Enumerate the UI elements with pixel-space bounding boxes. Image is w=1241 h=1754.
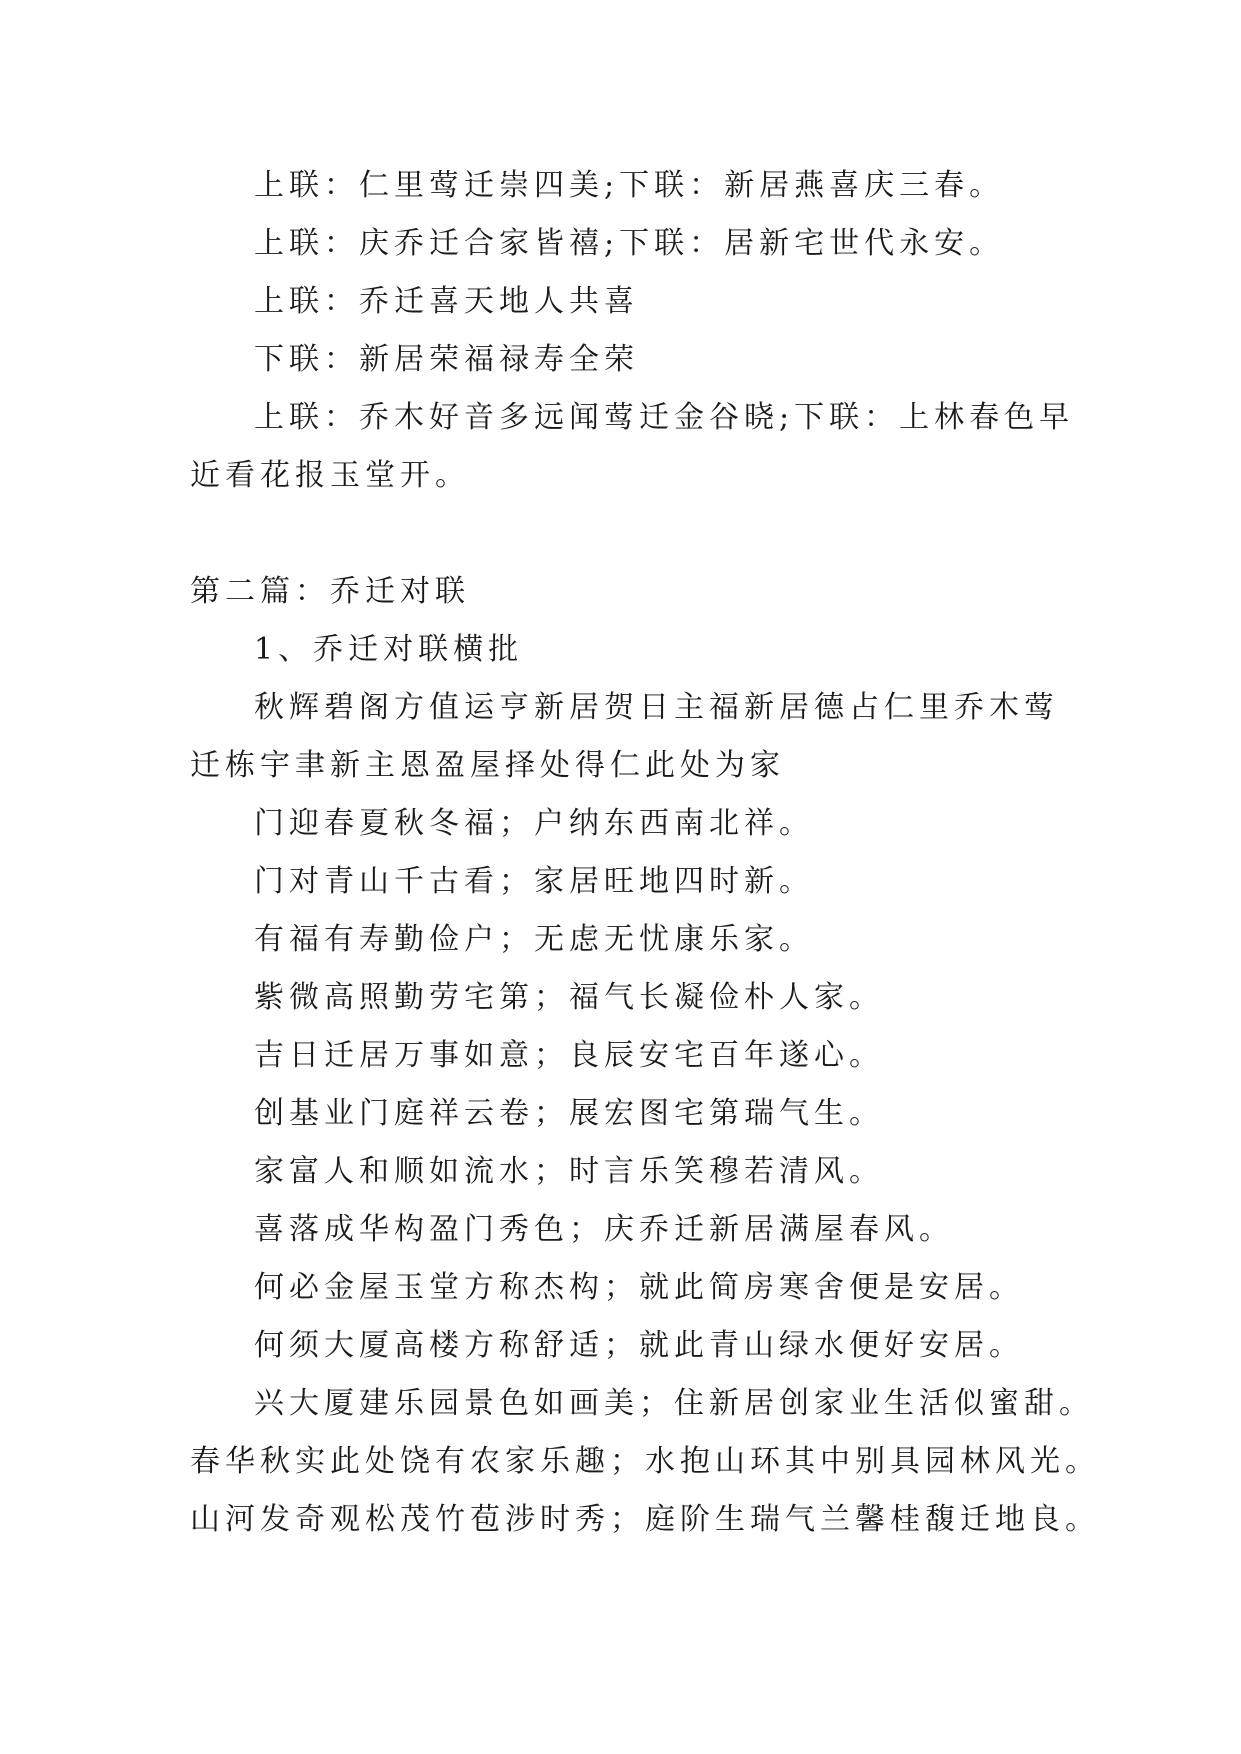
couplet-line-continuation: 近看花报玉堂开。 — [190, 458, 470, 493]
couplet-line: 兴大厦建乐园景色如画美；住新居创家业生活似蜜甜。 — [254, 1386, 1094, 1421]
couplet-line: 上联：仁里莺迁崇四美;下联：新居燕喜庆三春。 — [254, 168, 1005, 203]
couplet-line: 上联：庆乔迁合家皆禧;下联：居新宅世代永安。 — [254, 226, 1005, 261]
couplet-line: 下联：新居荣福禄寿全荣 — [254, 342, 639, 377]
couplet-line: 上联：乔迁喜天地人共喜 — [254, 284, 639, 319]
section-heading: 第二篇：乔迁对联 — [190, 574, 470, 609]
couplet-line: 喜落成华构盈门秀色；庆乔迁新居满屋春风。 — [254, 1212, 954, 1247]
couplet-line: 吉日迁居万事如意；良辰安宅百年遂心。 — [254, 1038, 884, 1073]
couplet-line: 上联：乔木好音多远闻莺迁金谷晓;下联：上林春色早 — [254, 400, 1075, 435]
paragraph-line-continuation: 迁栋宇聿新主恩盈屋择处得仁此处为家 — [190, 748, 785, 783]
paragraph-line: 秋辉碧阁方值运亨新居贺日主福新居德占仁里乔木莺 — [254, 690, 1059, 725]
couplet-line: 有福有寿勤俭户；无虑无忧康乐家。 — [254, 922, 814, 957]
couplet-line: 门迎春夏秋冬福；户纳东西南北祥。 — [254, 806, 814, 841]
couplet-line: 创基业门庭祥云卷；展宏图宅第瑞气生。 — [254, 1096, 884, 1131]
couplet-line: 门对青山千古看；家居旺地四时新。 — [254, 864, 814, 899]
couplet-line: 何必金屋玉堂方称杰构；就此简房寒舍便是安居。 — [254, 1270, 1024, 1305]
subsection-heading: 1、乔迁对联横批 — [254, 632, 524, 667]
couplet-line: 紫微高照勤劳宅第；福气长凝俭朴人家。 — [254, 980, 884, 1015]
couplet-line: 春华秋实此处饶有农家乐趣；水抱山环其中别具园林风光。 — [190, 1444, 1100, 1479]
couplet-line: 山河发奇观松茂竹苞涉时秀；庭阶生瑞气兰馨桂馥迁地良。 — [190, 1502, 1100, 1537]
couplet-line: 何须大厦高楼方称舒适；就此青山绿水便好安居。 — [254, 1328, 1024, 1363]
couplet-line: 家富人和顺如流水；时言乐笑穆若清风。 — [254, 1154, 884, 1189]
